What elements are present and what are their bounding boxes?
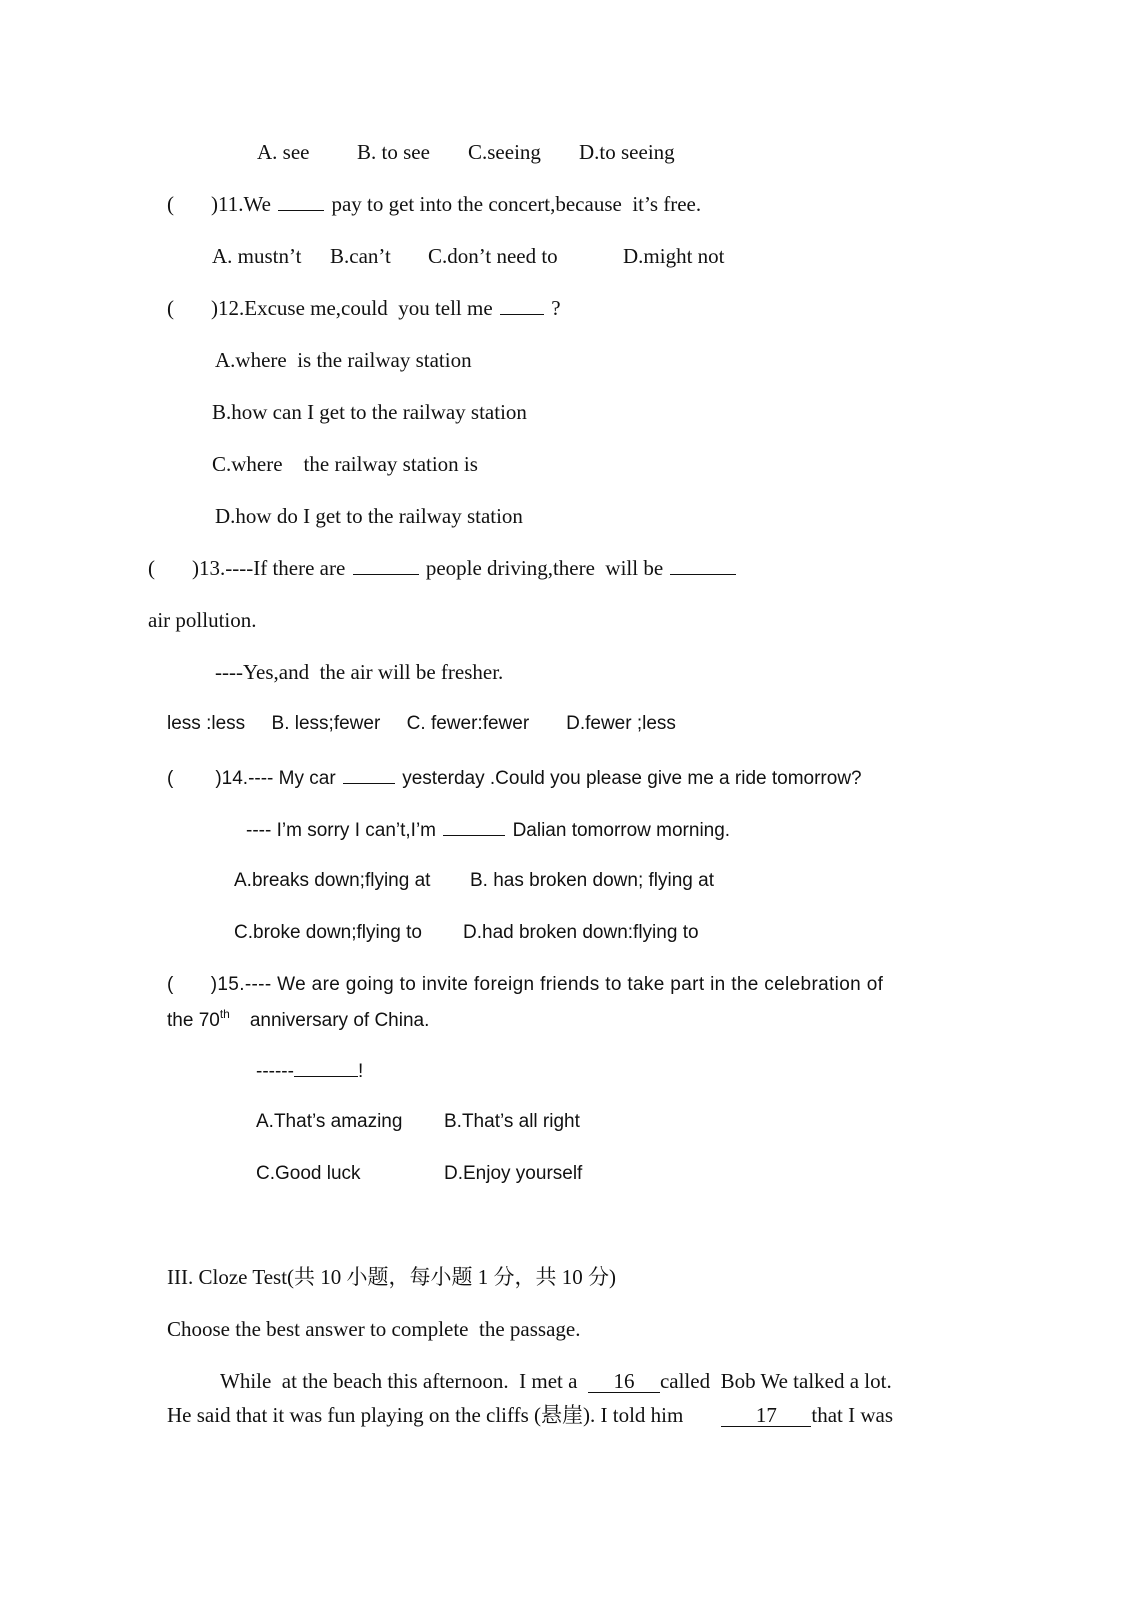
q15-stem: ( )15.---- We are going to invite foreign friends to take part in the celebration of xyxy=(167,974,884,995)
q13-stem-line2: air pollution. xyxy=(148,608,257,632)
ordinal-suffix: th xyxy=(219,1007,230,1021)
q11-answer-blank xyxy=(278,194,324,211)
q12-option-c: C.where the railway station is xyxy=(212,452,478,476)
q11-option-c: C.don’t need to xyxy=(428,244,558,268)
q14-option-d: D.had broken down:flying to xyxy=(463,922,699,943)
q15-option-b: B.That’s all right xyxy=(444,1111,580,1132)
q14-option-b: B. has broken down; flying at xyxy=(470,870,714,891)
q13-reply: ----Yes,and the air will be fresher. xyxy=(215,660,504,684)
q14-option-a: A.breaks down;flying at xyxy=(234,870,431,891)
q12-stem: ( )12.Excuse me,could you tell me ? xyxy=(167,296,561,320)
q13-stem: ( )13.----If there are people driving,there will be xyxy=(148,558,738,579)
q15-stem-line2: the 70th anniversary of China. xyxy=(167,1007,430,1031)
q11-option-d: D.might not xyxy=(623,244,725,268)
q11-option-a: A. mustn’t xyxy=(212,244,302,268)
q14-reply: ---- I’m sorry I can’t,I’m Dalian tomorrow morning. xyxy=(246,820,731,841)
q15-option-d: D.Enjoy yourself xyxy=(444,1163,583,1184)
q14-answer-blank-1 xyxy=(343,767,395,784)
q15-option-c: C.Good luck xyxy=(256,1163,361,1184)
q15-reply: ------ ! xyxy=(256,1061,364,1082)
q10-option-b: B. to see xyxy=(357,140,430,164)
q15-option-a: A.That’s amazing xyxy=(256,1111,403,1132)
q13-answer-blank-1 xyxy=(353,558,419,575)
passage-line-1: While at the beach this afternoon. I met a 16 called Bob We talked a lot. xyxy=(220,1369,892,1393)
q10-option-d: D.to seeing xyxy=(579,140,675,164)
q11-option-b: B.can’t xyxy=(330,244,391,268)
q12-answer-blank xyxy=(500,298,544,315)
cloze-blank-16: 16 xyxy=(588,1371,660,1393)
q14-option-c: C.broke down;flying to xyxy=(234,922,422,943)
q14-stem: ( )14.---- My car yesterday .Could you please give me a ride tomorrow? xyxy=(167,768,862,789)
q10-option-c: C.seeing xyxy=(468,140,541,164)
q12-option-b: B.how can I get to the railway station xyxy=(212,400,527,424)
passage-line-2: He said that it was fun playing on the cliffs (悬崖). I told him 17 that I was xyxy=(167,1403,894,1427)
q13-options: less :less B. less;fewer C. fewer:fewer D.fewer ;less xyxy=(167,713,676,734)
q12-option-d: D.how do I get to the railway station xyxy=(215,504,523,528)
q15-answer-blank xyxy=(294,1060,358,1077)
q10-option-a: A. see xyxy=(257,140,310,164)
q12-option-a: A.where is the railway station xyxy=(215,348,472,372)
section-heading: III. Cloze Test(共 10 小题，每小题 1 分，共 10 分) xyxy=(167,1265,617,1289)
cloze-blank-17: 17 xyxy=(721,1405,811,1427)
q11-stem: ( )11.We pay to get into the concert,because it’s free. xyxy=(167,192,702,216)
q13-answer-blank-2 xyxy=(670,558,736,575)
section-instruction: Choose the best answer to complete the passage. xyxy=(167,1317,581,1341)
q14-answer-blank-2 xyxy=(443,819,505,836)
